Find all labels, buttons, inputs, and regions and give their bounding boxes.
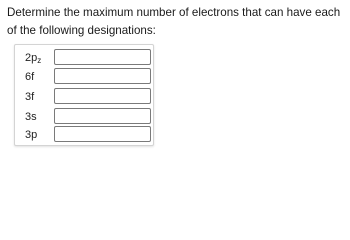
subscript-z: z: [37, 56, 42, 65]
question-text: Determine the maximum number of electrons that can have each of the following designations:: [7, 6, 341, 37]
answer-field-3p[interactable]: [54, 126, 151, 142]
answer-field-2pz[interactable]: [54, 49, 151, 65]
row-3p: [15, 126, 153, 144]
answer-field-6f[interactable]: [54, 68, 151, 84]
designation-label-6f: 6f: [25, 71, 35, 83]
designation-label-3f: 3f: [25, 91, 35, 103]
row-3s: [15, 108, 153, 126]
row-3f: [15, 88, 153, 106]
row-6f: [15, 68, 153, 86]
designation-label-3p: 3p: [25, 129, 38, 141]
answer-panel: [14, 44, 154, 146]
answer-field-3f[interactable]: [54, 88, 151, 104]
row-2pz: [15, 49, 153, 67]
answer-field-3s[interactable]: [54, 108, 151, 124]
designation-label-2pz: $2p_z$: [25, 52, 42, 65]
designation-label-3s: 3s: [25, 111, 37, 123]
